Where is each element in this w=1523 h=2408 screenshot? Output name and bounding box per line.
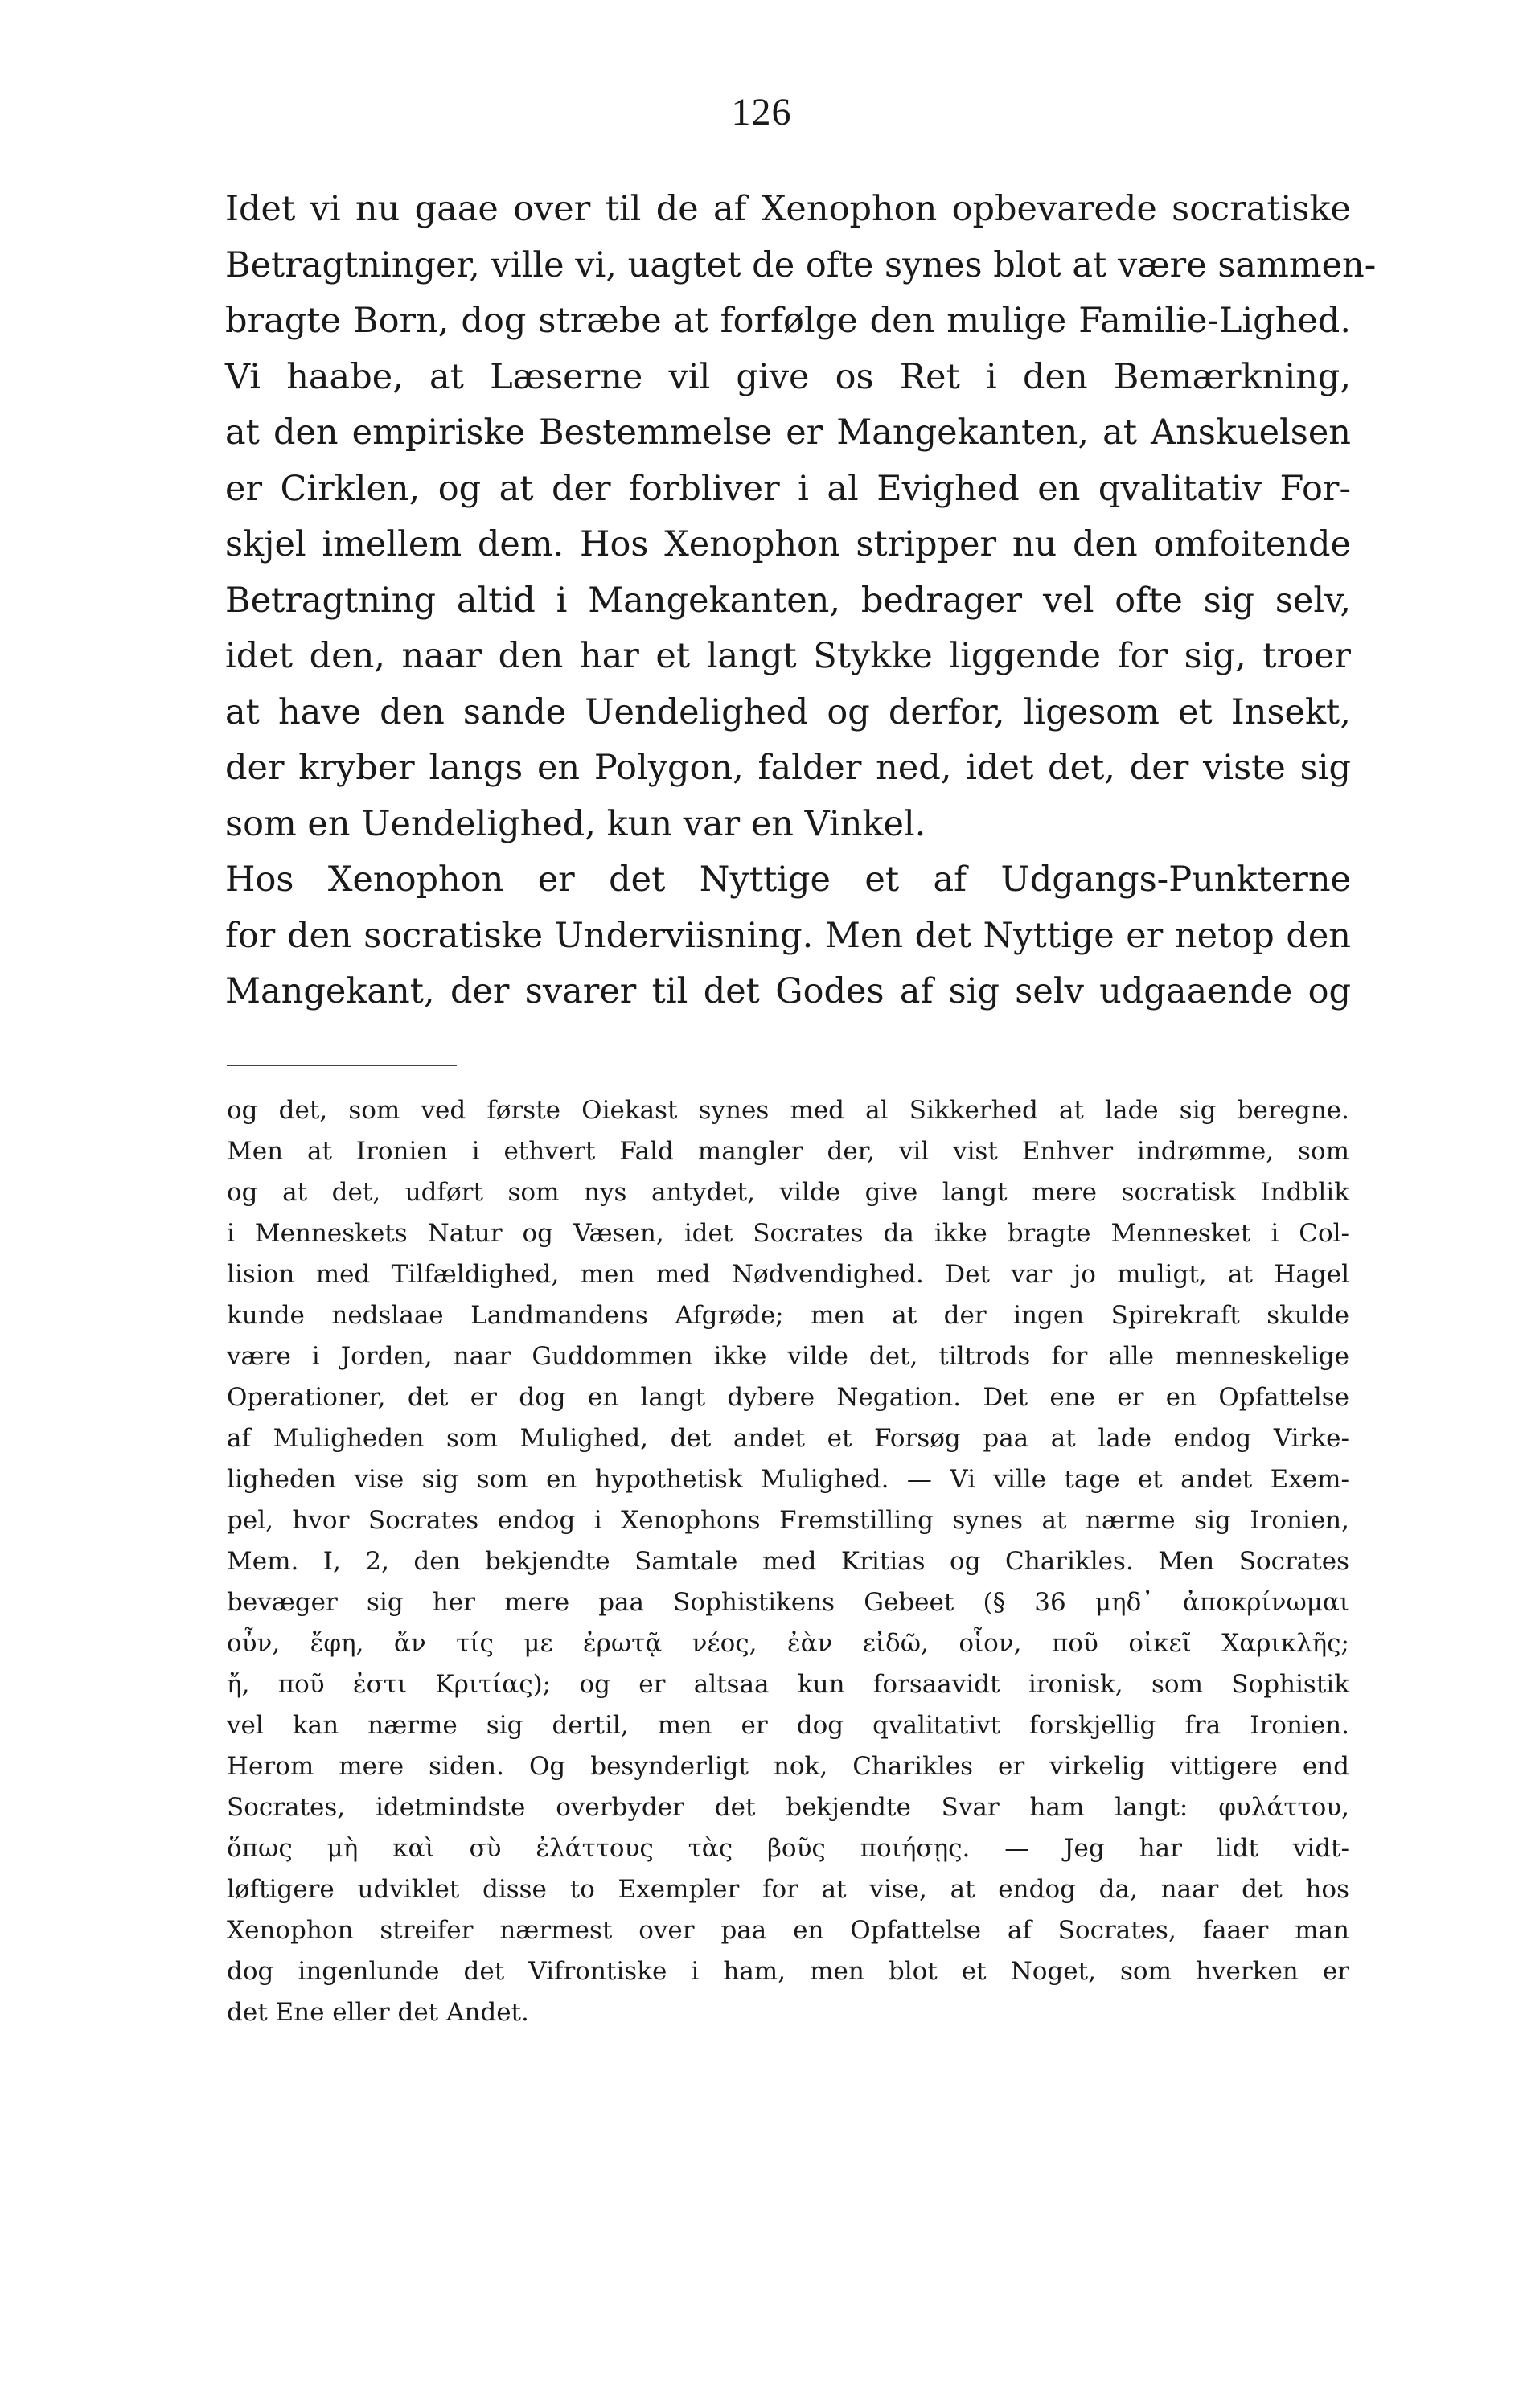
footnote-line: Herom mere siden. Og besynderligt nok, Charikles er virkelig vittigere end <box>227 1752 1349 1781</box>
text-line: der kryber langs en Polygon, falder ned, idet det, der viste sig <box>225 748 1351 788</box>
text-line: skjel imellem dem. Hos Xenophon stripper nu den omfoitende <box>225 524 1351 564</box>
footnote-line: i Menneskets Natur og Væsen, idet Socrates da ikke bragte Mennesket i Col- <box>227 1219 1349 1248</box>
text-line: som en Uendelighed, kun var en Vinkel. <box>225 803 926 844</box>
footnote-rule <box>227 1065 457 1066</box>
footnote-line: af Muligheden som Mulighed, det andet et Forsøg paa at lade endog Virke- <box>227 1424 1349 1453</box>
text-line: at have den sande Uendelighed og derfor, ligesom et Insekt, <box>225 691 1351 732</box>
footnote-line: Operationer, det er dog en langt dybere Negation. Det ene er en Opfattelse <box>227 1383 1349 1412</box>
page-number: 126 <box>731 91 792 133</box>
footnote-line: dog ingenlunde det Vifrontiske i ham, men blot et Noget, som hverken er <box>227 1957 1349 1986</box>
text-line: at den empiriske Bestemmelse er Mangekanten, at Anskuelsen <box>225 412 1351 453</box>
footnote-line: det Ene eller det Andet. <box>227 1998 529 2027</box>
text-line: Betragtning altid i Mangekanten, bedrager vel ofte sig selv, <box>225 580 1351 621</box>
main-text <box>225 182 1377 1020</box>
footnote-line: bevæger sig her mere paa Sophistikens Gebeet (§ 36 μηδ᾽ ἀποκρίνωμαι <box>227 1588 1349 1617</box>
footnote-line: Mem. I, 2, den bekjendte Samtale med Kritias og Charikles. Men Socrates <box>227 1547 1349 1576</box>
footnote-line: ligheden vise sig som en hypothetisk Mulighed. — Vi ville tage et andet Exem- <box>227 1465 1349 1494</box>
footnote-line: Xenophon streifer nærmest over paa en Opfattelse af Socrates, faaer man <box>227 1916 1349 1945</box>
text-line: Idet vi nu gaae over til de af Xenophon opbevarede socratiske <box>225 189 1351 229</box>
footnote-line: kunde nedslaae Landmandens Afgrøde; men at der ingen Spirekraft skulde <box>227 1301 1349 1330</box>
footnote-line: Men at Ironien i ethvert Fald mangler der, vil vist Enhver indrømme, som <box>227 1137 1349 1166</box>
footnote-line: οὖν, ἔφη, ἄν τίς με ἐρωτᾷ νέος, ἐὰν εἰδῶ, οἷον, ποῦ οἰκεῖ Χαρικλῆς; <box>227 1629 1349 1658</box>
footnote-line: pel, hvor Socrates endog i Xenophons Fremstilling synes at nærme sig Ironien, <box>227 1506 1349 1535</box>
footnote-line: løftigere udviklet disse to Exempler for at vise, at endog da, naar det hos <box>227 1875 1349 1904</box>
footnote-line: og at det, udført som nys antydet, vilde give langt mere socratisk Indblik <box>227 1178 1349 1207</box>
text-line: er Cirklen, og at der forbliver i al Evighed en qvalitativ For- <box>225 468 1351 509</box>
text-line: for den socratiske Underviisning. Men det Nyttige er netop den <box>225 915 1351 956</box>
footnote-line: ὅπως μὴ καὶ σὺ ἐλάττους τὰς βοῦς ποιήσῃς. — Jeg har lidt vidt- <box>227 1834 1349 1863</box>
text-line: Betragtninger, ville vi, uagtet de ofte synes blot at være sammen- <box>225 244 1377 285</box>
footnote-line: Socrates, idetmindste overbyder det bekjendte Svar ham langt: φυλάττου, <box>227 1793 1349 1822</box>
footnote-line: ἤ, ποῦ ἐστι Κριτίας); og er altsaa kun forsaavidt ironisk, som Sophistik <box>227 1670 1349 1699</box>
footnote <box>227 1090 1349 2033</box>
text-line: idet den, naar den har et langt Stykke liggende for sig, troer <box>225 636 1351 676</box>
text-line: Mangekant, der svarer til det Godes af sig selv udgaaende og <box>225 971 1351 1011</box>
footnote-line: være i Jorden, naar Guddommen ikke vilde det, tiltrods for alle menneskelige <box>227 1342 1349 1371</box>
text-line: Vi haabe, at Læserne vil give os Ret i den Bemærkning, <box>225 356 1351 397</box>
text-line: Hos Xenophon er det Nyttige et af Udgangs-Punkterne <box>225 859 1351 900</box>
text-line: bragte Born, dog stræbe at forfølge den mulige Familie-Lighed. <box>225 301 1351 341</box>
footnote-line: og det, som ved første Oiekast synes med al Sikkerhed at lade sig beregne. <box>227 1096 1349 1125</box>
footnote-line: vel kan nærme sig dertil, men er dog qvalitativt forskjellig fra Ironien. <box>227 1711 1349 1740</box>
footnote-line: lision med Tilfældighed, men med Nødvendighed. Det var jo muligt, at Hagel <box>227 1260 1349 1289</box>
